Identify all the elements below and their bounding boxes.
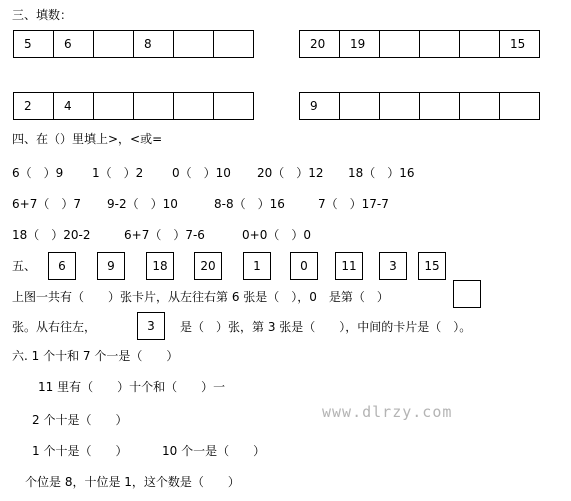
compare-item: 7（ ）17-7 <box>318 197 389 211</box>
cell[interactable] <box>93 92 134 120</box>
compare-item: 20（ ）12 <box>257 166 324 180</box>
compare-item: 18（ ）16 <box>348 166 415 180</box>
cell[interactable]: 20 <box>299 30 340 58</box>
number-card: 0 <box>290 252 318 280</box>
cell[interactable] <box>419 30 460 58</box>
section3-title: 三、填数： <box>12 8 73 22</box>
cell[interactable] <box>419 92 460 120</box>
cell[interactable] <box>93 30 134 58</box>
cell[interactable]: 4 <box>53 92 94 120</box>
number-card: 6 <box>48 252 76 280</box>
cell[interactable]: 8 <box>133 30 174 58</box>
cell[interactable]: 2 <box>13 92 54 120</box>
cell[interactable] <box>459 30 500 58</box>
number-card: 15 <box>418 252 446 280</box>
cell[interactable] <box>133 92 174 120</box>
section4-title: 四、在（）里填上>，<或= <box>12 132 163 146</box>
cell[interactable] <box>499 92 540 120</box>
cell[interactable] <box>213 92 254 120</box>
section5-label: 五、 <box>12 259 37 273</box>
number-card: 20 <box>194 252 222 280</box>
cell[interactable] <box>173 30 214 58</box>
fill-row-1-right <box>299 30 539 60</box>
number-card: 18 <box>146 252 174 280</box>
cell[interactable] <box>213 30 254 58</box>
cell[interactable] <box>339 92 380 120</box>
number-card: 3 <box>137 312 165 340</box>
number-card: 3 <box>379 252 407 280</box>
question-line: 是（ ）张，第 3 张是（ ），中间的卡片是（ ）。 <box>180 320 472 334</box>
cell[interactable] <box>459 92 500 120</box>
number-card: 11 <box>335 252 363 280</box>
compare-item: 0+0（ ）0 <box>242 228 311 242</box>
cell[interactable]: 9 <box>299 92 340 120</box>
compare-item: 0（ ）10 <box>172 166 231 180</box>
section6-line: 10 个一是（ ） <box>162 444 266 458</box>
section6-line: 1 个十是（ ） <box>32 444 128 458</box>
cell[interactable] <box>173 92 214 120</box>
cell[interactable]: 15 <box>499 30 540 58</box>
cell[interactable]: 6 <box>53 30 94 58</box>
compare-item: 8-8（ ）16 <box>214 197 285 211</box>
question-line: 张。从右往左， <box>12 320 97 334</box>
section6-line: 2 个十是（ ） <box>32 413 128 427</box>
cell[interactable]: 5 <box>13 30 54 58</box>
cell[interactable] <box>379 30 420 58</box>
fill-row-2-left <box>13 92 253 122</box>
compare-item: 1（ ）2 <box>92 166 144 180</box>
number-card: 1 <box>243 252 271 280</box>
compare-item: 6+7（ ）7-6 <box>124 228 205 242</box>
fill-row-2-right <box>299 92 539 122</box>
compare-item: 6+7（ ）7 <box>12 197 81 211</box>
section6-line: 个位是 8，十位是 1，这个数是（ ） <box>25 475 240 489</box>
section6-line: 11 里有（ ）十个和（ ）一 <box>38 380 226 394</box>
question-line: 上图一共有（ ）张卡片，从左往右第 6 张是（ ），0 是第（ ） <box>12 290 389 304</box>
cell[interactable]: 19 <box>339 30 380 58</box>
compare-item: 18（ ）20-2 <box>12 228 91 242</box>
cell[interactable] <box>379 92 420 120</box>
fill-row-1-left <box>13 30 253 60</box>
watermark-text: www.dlrzy.com <box>322 403 453 421</box>
number-card: 9 <box>97 252 125 280</box>
blank-card[interactable] <box>453 280 481 308</box>
compare-item: 6（ ）9 <box>12 166 64 180</box>
section6-line: 六. 1 个十和 7 个一是（ ） <box>12 349 179 363</box>
compare-item: 9-2（ ）10 <box>107 197 178 211</box>
